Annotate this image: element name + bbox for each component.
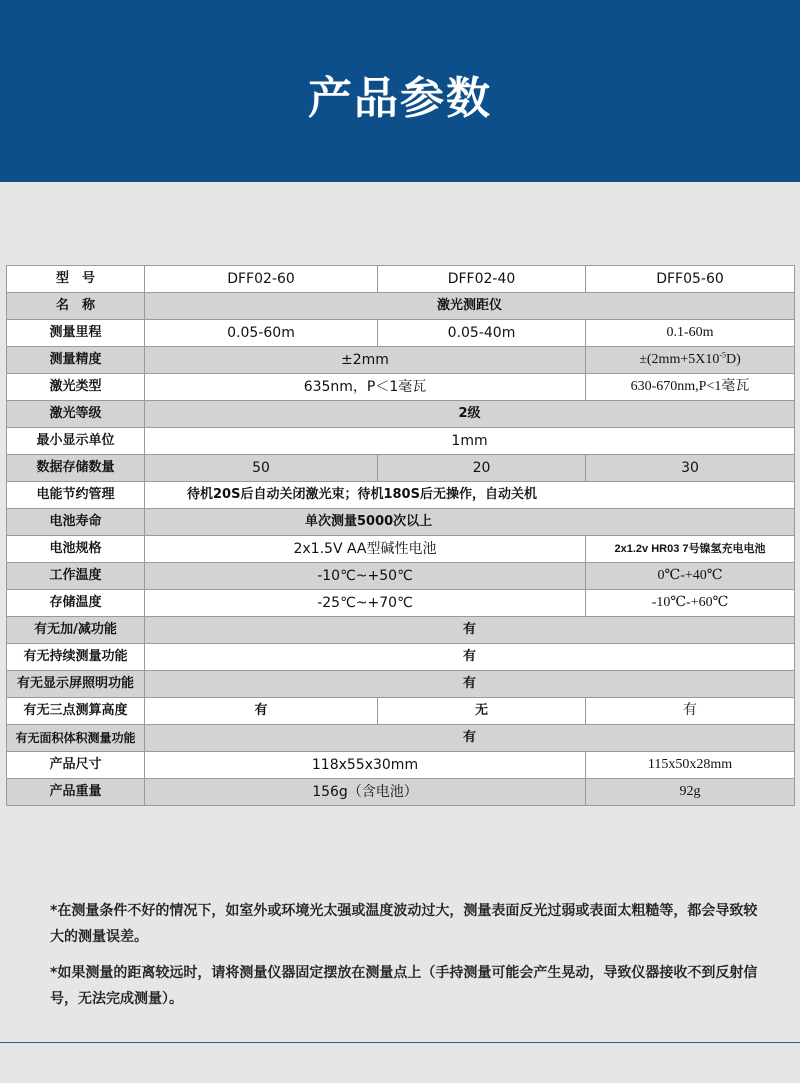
table-cell: 有 bbox=[145, 698, 378, 725]
table-cell: 1mm bbox=[145, 428, 795, 455]
row-label: 最小显示单位 bbox=[7, 428, 145, 455]
table-row bbox=[7, 293, 795, 320]
table-row bbox=[7, 671, 795, 698]
table-row bbox=[7, 320, 795, 347]
note-text: *在测量条件不好的情况下，如室外或环境光太强或温度波动过大，测量表面反光过弱或表面太粗糙等，都会导致较大的测量误差。 bbox=[50, 903, 758, 945]
table-row bbox=[7, 482, 795, 509]
row-label: 型 号 bbox=[7, 266, 145, 293]
table-cell: DFF02-60 bbox=[145, 266, 378, 293]
table-cell: DFF05-60 bbox=[586, 266, 795, 293]
table-cell: 有 bbox=[145, 671, 795, 698]
row-label: 有无加/减功能 bbox=[7, 617, 145, 644]
table-row bbox=[7, 617, 795, 644]
table-cell: 待机20S后自动关闭激光束；待机180S后无操作，自动关机 bbox=[145, 482, 795, 509]
row-label: 电能节约管理 bbox=[7, 482, 145, 509]
row-label: 激光等级 bbox=[7, 401, 145, 428]
row-label: 有无持续测量功能 bbox=[7, 644, 145, 671]
spec-table bbox=[6, 265, 795, 806]
table-cell: 单次测量5000次以上 bbox=[145, 509, 795, 536]
row-label: 测量里程 bbox=[7, 320, 145, 347]
row-label: 有无三点测算高度 bbox=[7, 698, 145, 725]
table-cell: 0.1-60m bbox=[586, 320, 795, 347]
table-cell: 0.05-60m bbox=[145, 320, 378, 347]
table-cell: 115x50x28mm bbox=[586, 752, 795, 779]
table-row bbox=[7, 428, 795, 455]
table-cell: 118x55x30mm bbox=[145, 752, 586, 779]
row-label: 有无面积体积测量功能 bbox=[7, 725, 145, 752]
table-cell: 0.05-40m bbox=[378, 320, 586, 347]
table-cell: 50 bbox=[145, 455, 378, 482]
row-label: 激光类型 bbox=[7, 374, 145, 401]
page-header bbox=[0, 0, 800, 182]
table-cell bbox=[586, 347, 795, 374]
table-row bbox=[7, 509, 795, 536]
page-title: 产品参数 bbox=[308, 73, 492, 124]
row-label: 电池规格 bbox=[7, 536, 145, 563]
accuracy-suffix: D) bbox=[726, 352, 741, 367]
table-cell: 有 bbox=[145, 617, 795, 644]
table-cell: DFF02-40 bbox=[378, 266, 586, 293]
row-label: 名 称 bbox=[7, 293, 145, 320]
row-label: 电池寿命 bbox=[7, 509, 145, 536]
table-cell: 有 bbox=[586, 698, 795, 725]
table-cell: -10℃~+50℃ bbox=[145, 563, 586, 590]
table-cell: 0℃-+40℃ bbox=[586, 563, 795, 590]
row-label: 数据存储数量 bbox=[7, 455, 145, 482]
table-row bbox=[7, 401, 795, 428]
row-label: 测量精度 bbox=[7, 347, 145, 374]
table-row bbox=[7, 374, 795, 401]
table-cell: -25℃~+70℃ bbox=[145, 590, 586, 617]
table-cell: 2x1.2v HR03 7号镍氢充电电池 bbox=[586, 536, 795, 563]
notes-section bbox=[50, 898, 770, 1022]
table-row bbox=[7, 347, 795, 374]
table-cell: 2级 bbox=[145, 401, 795, 428]
table-cell: 有 bbox=[145, 644, 795, 671]
table-row bbox=[7, 536, 795, 563]
table-row bbox=[7, 644, 795, 671]
accuracy-prefix: ±(2mm+5X10 bbox=[639, 352, 720, 367]
table-cell: -10℃-+60℃ bbox=[586, 590, 795, 617]
table-cell: 无 bbox=[378, 698, 586, 725]
table-cell: 30 bbox=[586, 455, 795, 482]
note-text: *如果测量的距离较远时，请将测量仪器固定摆放在测量点上（手持测量可能会产生晃动，导致仪器接收不到反射信号，无法完成测量）。 bbox=[50, 965, 758, 1007]
table-row bbox=[7, 266, 795, 293]
footer-divider bbox=[0, 1042, 800, 1043]
row-label: 存储温度 bbox=[7, 590, 145, 617]
table-row bbox=[7, 698, 795, 725]
table-row bbox=[7, 563, 795, 590]
row-label: 工作温度 bbox=[7, 563, 145, 590]
table-cell: 20 bbox=[378, 455, 586, 482]
table-cell: 630-670nm,P<1毫瓦 bbox=[586, 374, 795, 401]
table-cell: 92g bbox=[586, 779, 795, 806]
table-cell: 156g（含电池） bbox=[145, 779, 586, 806]
row-label: 产品尺寸 bbox=[7, 752, 145, 779]
table-row bbox=[7, 752, 795, 779]
table-cell: 有 bbox=[145, 725, 795, 752]
table-row bbox=[7, 590, 795, 617]
table-row bbox=[7, 725, 795, 752]
table-cell: ±2mm bbox=[145, 347, 586, 374]
table-row bbox=[7, 455, 795, 482]
row-label: 产品重量 bbox=[7, 779, 145, 806]
row-label: 有无显示屏照明功能 bbox=[7, 671, 145, 698]
accuracy-exponent: -5 bbox=[719, 350, 727, 360]
table-cell: 激光测距仪 bbox=[145, 293, 795, 320]
table-cell: 2x1.5V AA型碱性电池 bbox=[145, 536, 586, 563]
table-cell: 635nm，P＜1毫瓦 bbox=[145, 374, 586, 401]
table-row bbox=[7, 779, 795, 806]
